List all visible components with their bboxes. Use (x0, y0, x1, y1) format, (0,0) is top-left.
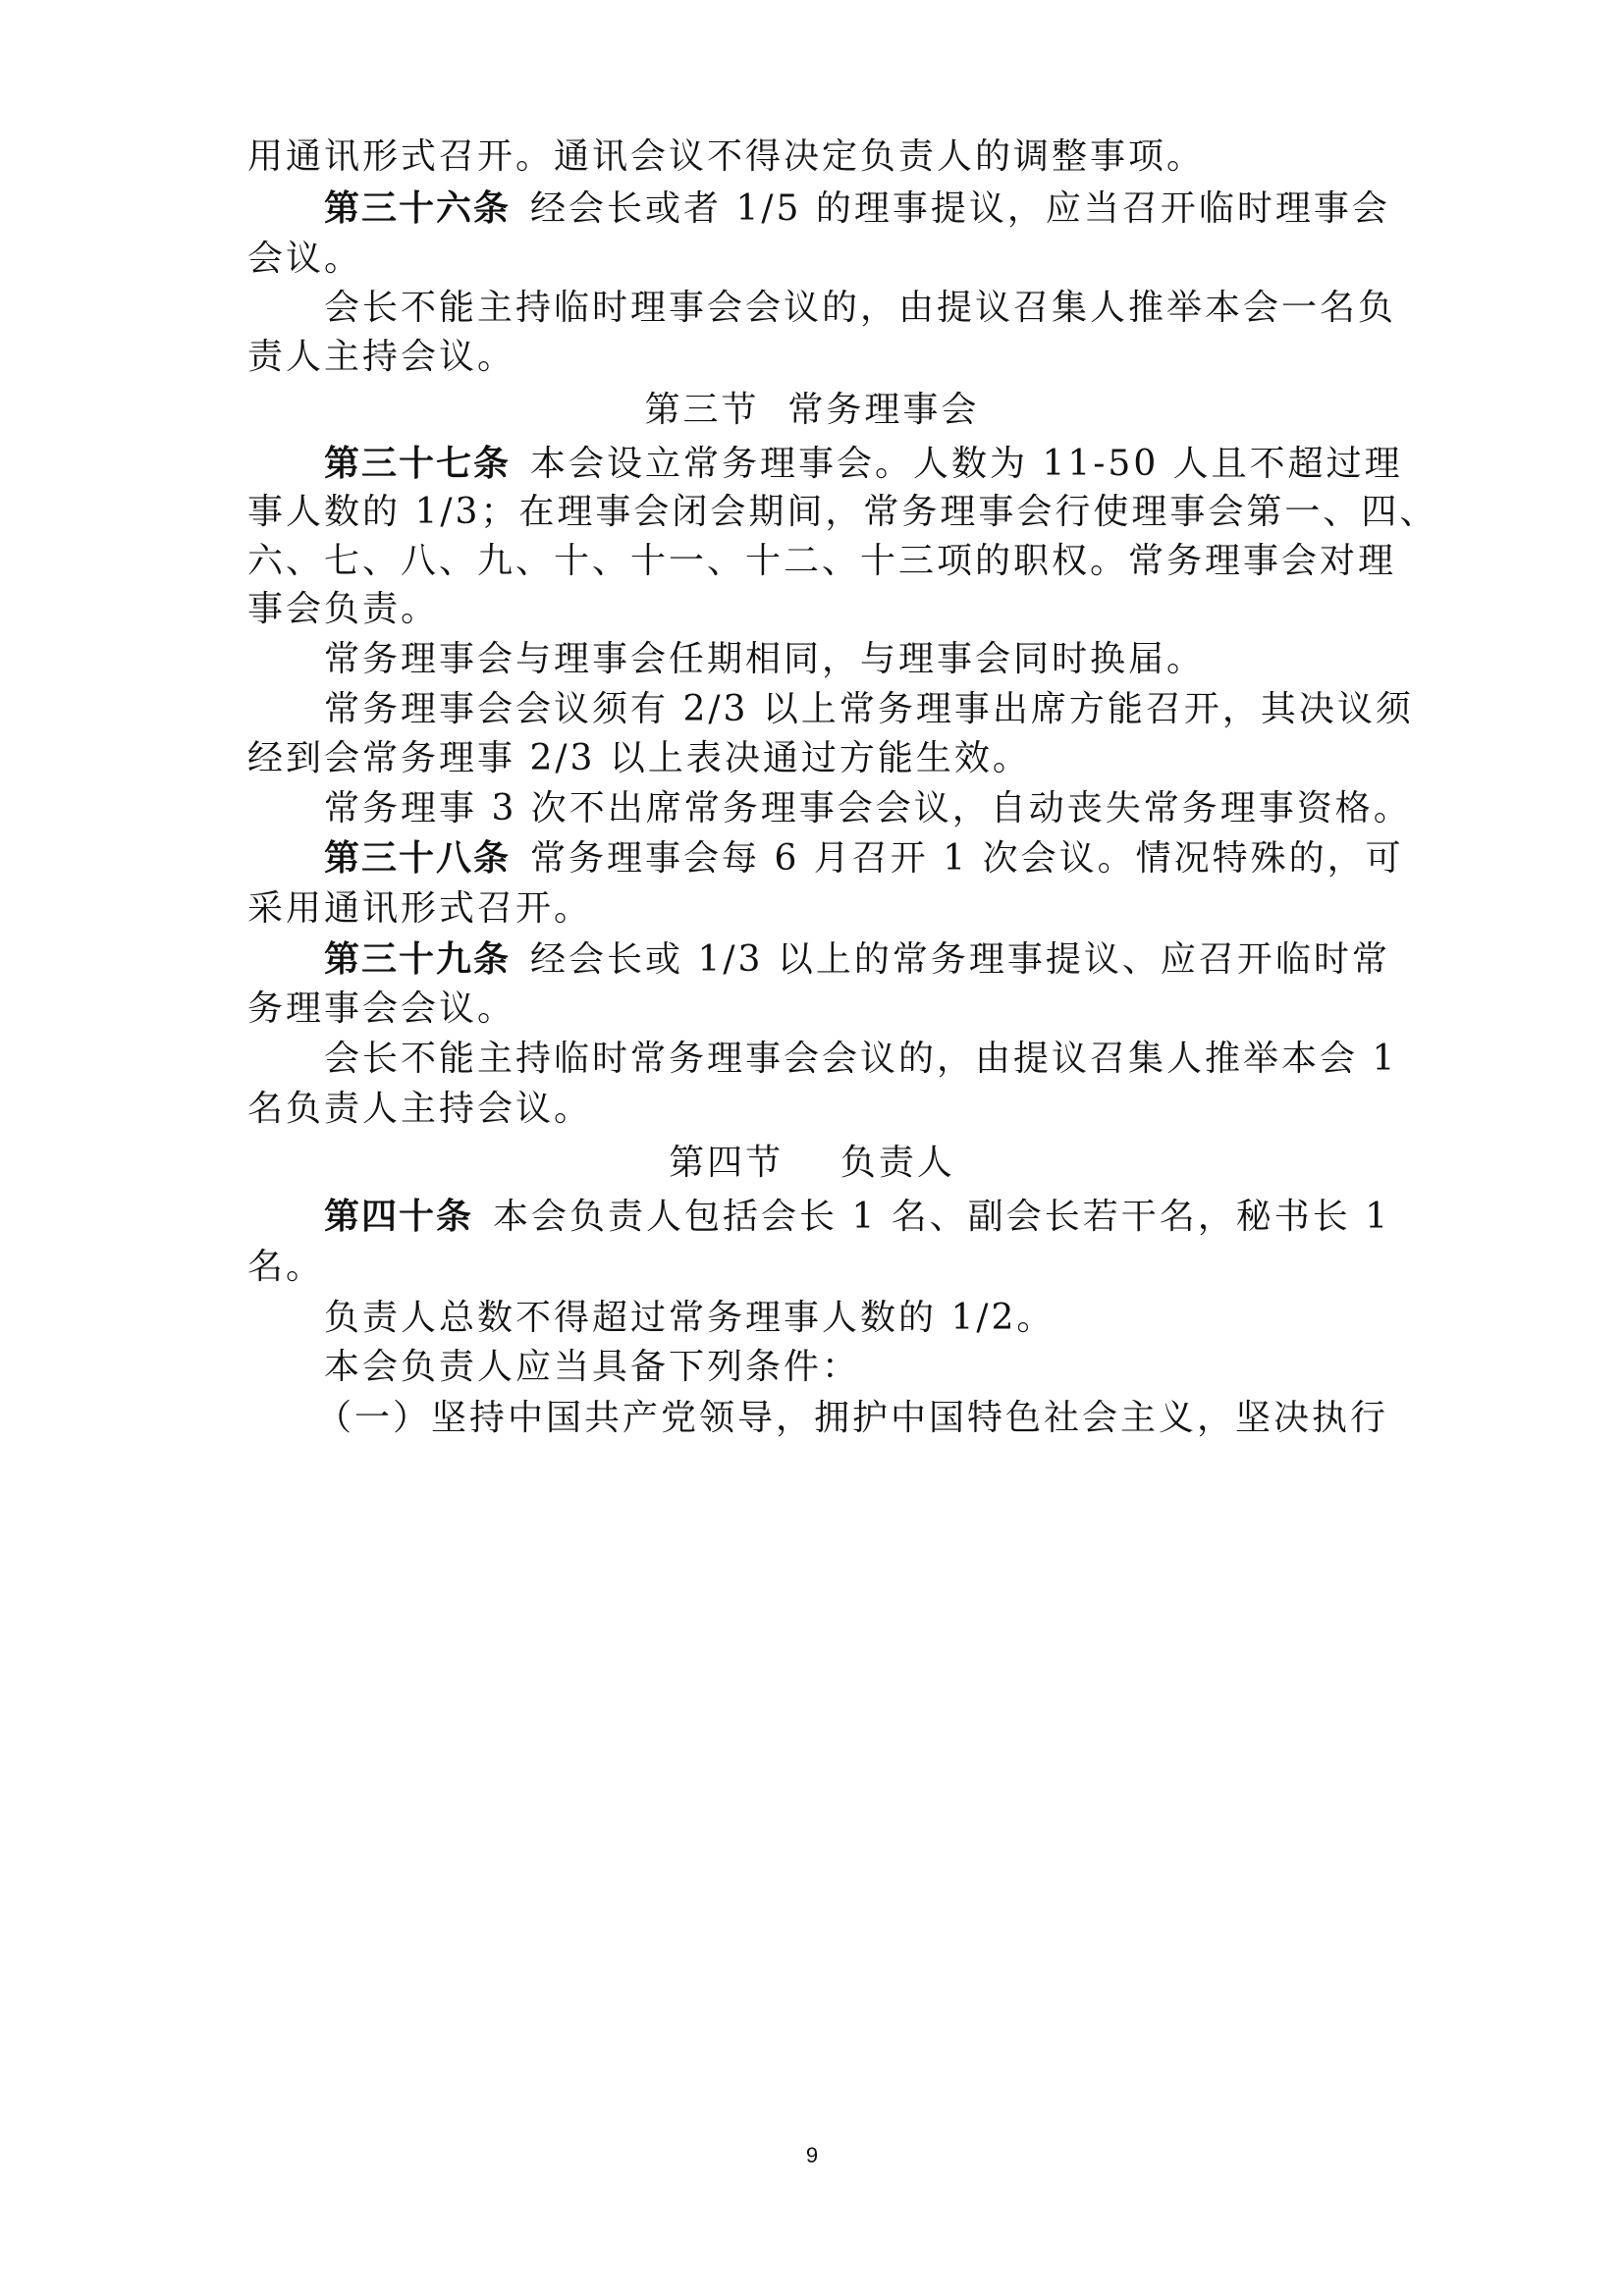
line-text: 本会负责人包括会长 1 名、副会长若干名，秘书长 1 (493, 1197, 1391, 1237)
line-text: 务理事会会议。 (247, 988, 516, 1029)
page-number: 9 (805, 2143, 819, 2167)
article-number: 第三十九条 (324, 939, 512, 980)
text-line (247, 1087, 1386, 1132)
line-text: 会长不能主持临时理事会会议的，由提议召集人推举本会一名负 (324, 288, 1397, 328)
article-number: 第四十条 (324, 1197, 474, 1237)
text-line (247, 886, 1386, 932)
section-title: 第四节 负责人 (669, 1143, 955, 1183)
text-line (324, 1345, 1386, 1390)
text-line (247, 490, 1438, 535)
text-line (324, 286, 1397, 331)
text-line (324, 687, 1414, 732)
text-line (247, 335, 1386, 380)
line-text: 常务理事会会议须有 2/3 以上常务理事出席方能召开，其决议须 (324, 689, 1414, 729)
text-line (324, 637, 1386, 682)
text-line (316, 1396, 1389, 1441)
line-text: 名负责人主持会议。 (247, 1089, 593, 1129)
text-line (324, 1037, 1398, 1082)
section-title: 第三节 常务理事会 (644, 390, 980, 430)
section-heading (0, 388, 1624, 433)
line-text: 会议。 (247, 239, 363, 279)
line-text: 经到会常务理事 2/3 以上表决通过方能生效。 (247, 738, 1031, 778)
article-number: 第三十六条 (324, 188, 512, 229)
article-number: 第三十七条 (324, 444, 512, 484)
text-line (247, 539, 1397, 584)
article-line (324, 836, 1404, 881)
line-text: 事人数的 1/3；在理事会闭会期间，常务理事会行使理事会第一、四、 (247, 492, 1438, 532)
line-text: 负责人总数不得超过常务理事人数的 1/2。 (324, 1298, 1056, 1338)
text-line (247, 134, 1386, 180)
article-line (324, 1195, 1391, 1240)
text-line (247, 987, 1386, 1032)
section-heading (0, 1141, 1624, 1186)
line-text: 名。 (247, 1247, 325, 1287)
line-text: 本会设立常务理事会。人数为 11-50 人且不超过理 (530, 444, 1403, 484)
text-line (247, 237, 1386, 282)
line-text: 用通讯形式召开。通讯会议不得决定负责人的调整事项。 (247, 136, 1206, 177)
line-text: 本会负责人应当具备下列条件： (324, 1347, 861, 1387)
text-line (324, 1296, 1386, 1341)
line-text: 经会长或者 1/5 的理事提议，应当召开临时理事会 (530, 188, 1390, 229)
article-number: 第三十八条 (324, 838, 512, 879)
article-line (324, 442, 1403, 487)
text-line (247, 736, 1386, 781)
line-text: 常务理事会每 6 月召开 1 次会议。情况特殊的，可 (530, 838, 1404, 879)
line-text: 常务理事会与理事会任期相同，与理事会同时换届。 (324, 639, 1206, 679)
line-text: 事会负责。 (247, 589, 440, 629)
article-line (324, 187, 1390, 232)
line-text: 六、七、八、九、十、十一、十二、十三项的职权。常务理事会对理 (247, 541, 1397, 581)
line-text: 责人主持会议。 (247, 337, 516, 377)
line-text: 常务理事 3 次不出席常务理事会会议，自动丧失常务理事资格。 (324, 788, 1412, 828)
line-text: 会长不能主持临时常务理事会会议的，由提议召集人推举本会 1 (324, 1039, 1398, 1079)
text-line (247, 1245, 1386, 1290)
article-line (324, 937, 1390, 983)
text-line (324, 786, 1412, 831)
line-text: 采用通讯形式召开。 (247, 888, 593, 929)
text-line (247, 587, 1386, 632)
line-text: 经会长或 1/3 以上的常务理事提议、应召开临时常 (530, 939, 1390, 980)
line-text: （一）坚持中国共产党领导，拥护中国特色社会主义，坚决执行 (316, 1398, 1389, 1438)
